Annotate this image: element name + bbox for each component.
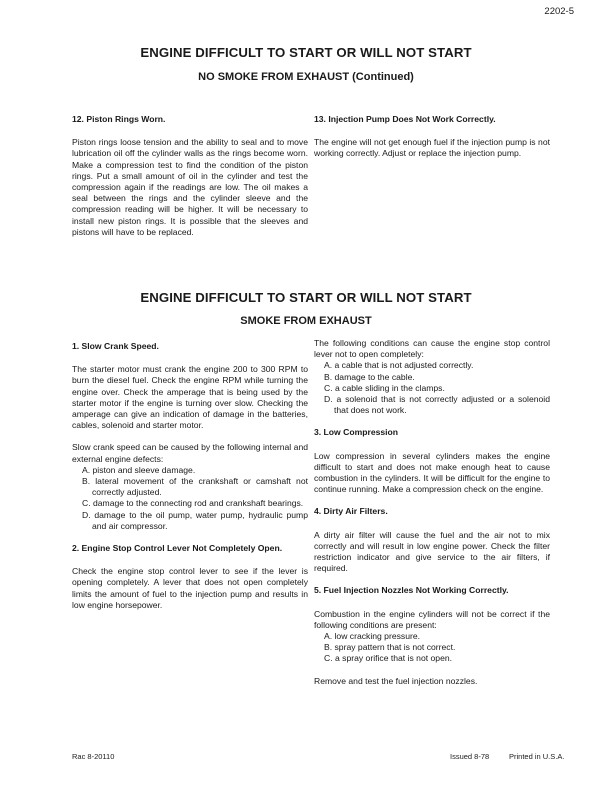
list-item: B. spray pattern that is not correct. xyxy=(324,642,456,653)
footer-printed: Printed in U.S.A. xyxy=(509,752,565,761)
footer-issued: Issued 8-78 xyxy=(450,752,490,761)
section-title: ENGINE DIFFICULT TO START OR WILL NOT START xyxy=(140,290,472,305)
list-item: C. a spray orifice that is not open. xyxy=(324,653,453,664)
item-heading: 2. Engine Stop Control Lever Not Completely Open. xyxy=(72,543,283,554)
item-body: Remove and test the fuel injection nozzles. xyxy=(314,675,478,686)
list-item: C. a cable sliding in the clamps. xyxy=(324,382,445,393)
list-item: D. damage to the oil pump, water pump, hydraulic pump and air compressor. xyxy=(82,509,308,531)
list-item: D. a solenoid that is not correctly adjusted or a solenoid that does not work. xyxy=(324,394,550,416)
item-body: Check the engine stop control lever to see if the lever is opening completely. A lever that does not open completely limits the amount of fuel to the injection pump and results in low engine horsepower. xyxy=(72,566,308,610)
section-title: ENGINE DIFFICULT TO START OR WILL NOT START xyxy=(140,45,472,60)
item-body: A dirty air filter will cause the fuel and the air not to mix correctly and will result in low engine power. Check the filter restriction indicator and give service to the air filters, if required. xyxy=(314,529,550,574)
list-item: B. lateral movement of the crankshaft or camshaft not correctly adjusted. xyxy=(82,476,308,498)
item-heading: 3. Low Compression xyxy=(314,427,399,438)
right-column-bottom xyxy=(314,338,550,698)
item-heading: 13. Injection Pump Does Not Work Correctly. xyxy=(314,114,496,124)
list-item: B. damage to the cable. xyxy=(324,371,415,382)
item-body: Slow crank speed can be caused by the following internal and external engine defects: xyxy=(72,442,308,464)
section-subtitle: NO SMOKE FROM EXHAUST (Continued) xyxy=(198,71,414,83)
list-item: A. low cracking pressure. xyxy=(324,631,420,642)
left-column-top xyxy=(72,114,308,249)
list-item: A. a cable that is not adjusted correctly. xyxy=(324,360,474,371)
list-item: C. damage to the connecting rod and crankshaft bearings. xyxy=(82,498,304,509)
defect-list xyxy=(72,465,308,532)
left-column-bottom xyxy=(72,341,308,622)
item-body: The starter motor must crank the engine 200 to 300 RPM to burn the diesel fuel. Check the engine RPM while turning the engine over. Check the amperage that is being used by the starter motor if the engine is turning over slow. Checking the amperage can give an indication of damage in the batteries, cables, solenoid and starter motor. xyxy=(72,364,308,431)
page-number: 2202-5 xyxy=(544,6,574,17)
item-body: Low compression in several cylinders makes the engine difficult to start and does not make enough heat to cause combustion in the cylinders. It will be difficult for the engine to continue running. Make a compression check on the engine. xyxy=(314,450,550,495)
item-heading: 5. Fuel Injection Nozzles Not Working Correctly. xyxy=(314,585,509,596)
section-subtitle: SMOKE FROM EXHAUST xyxy=(240,315,372,327)
item-body: Piston rings loose tension and the ability to seal and to move lubrication oil off the cylinder walls as the rings become worn. Make a compression test to find the condition of the piston rings. Put a small amount of oil in the cylinder and test the compression again if the readings are low. The oil makes a seal between the rings and the cylinder sleeve and the compression reading will be higher. It will be necessary to install new piston rings. It is possible that the sleeves and pistons will have to be replaced. xyxy=(72,137,308,237)
item-body: The following conditions can cause the engine stop control lever not to open completely: xyxy=(314,338,550,360)
item-heading: 1. Slow Crank Speed. xyxy=(72,341,159,351)
right-column-top xyxy=(314,114,550,171)
item-body: Combustion in the engine cylinders will not be correct if the following conditions are present: xyxy=(314,608,550,630)
condition-list xyxy=(314,360,550,416)
footer-code: Rac 8-20110 xyxy=(72,752,115,761)
condition-list xyxy=(314,631,550,665)
item-heading: 4. Dirty Air Filters. xyxy=(314,506,388,517)
item-heading: 12. Piston Rings Worn. xyxy=(72,114,166,124)
item-body: The engine will not get enough fuel if the injection pump is not working correctly. Adjust or replace the injection pump. xyxy=(314,137,550,159)
list-item: A. piston and sleeve damage. xyxy=(82,464,196,475)
